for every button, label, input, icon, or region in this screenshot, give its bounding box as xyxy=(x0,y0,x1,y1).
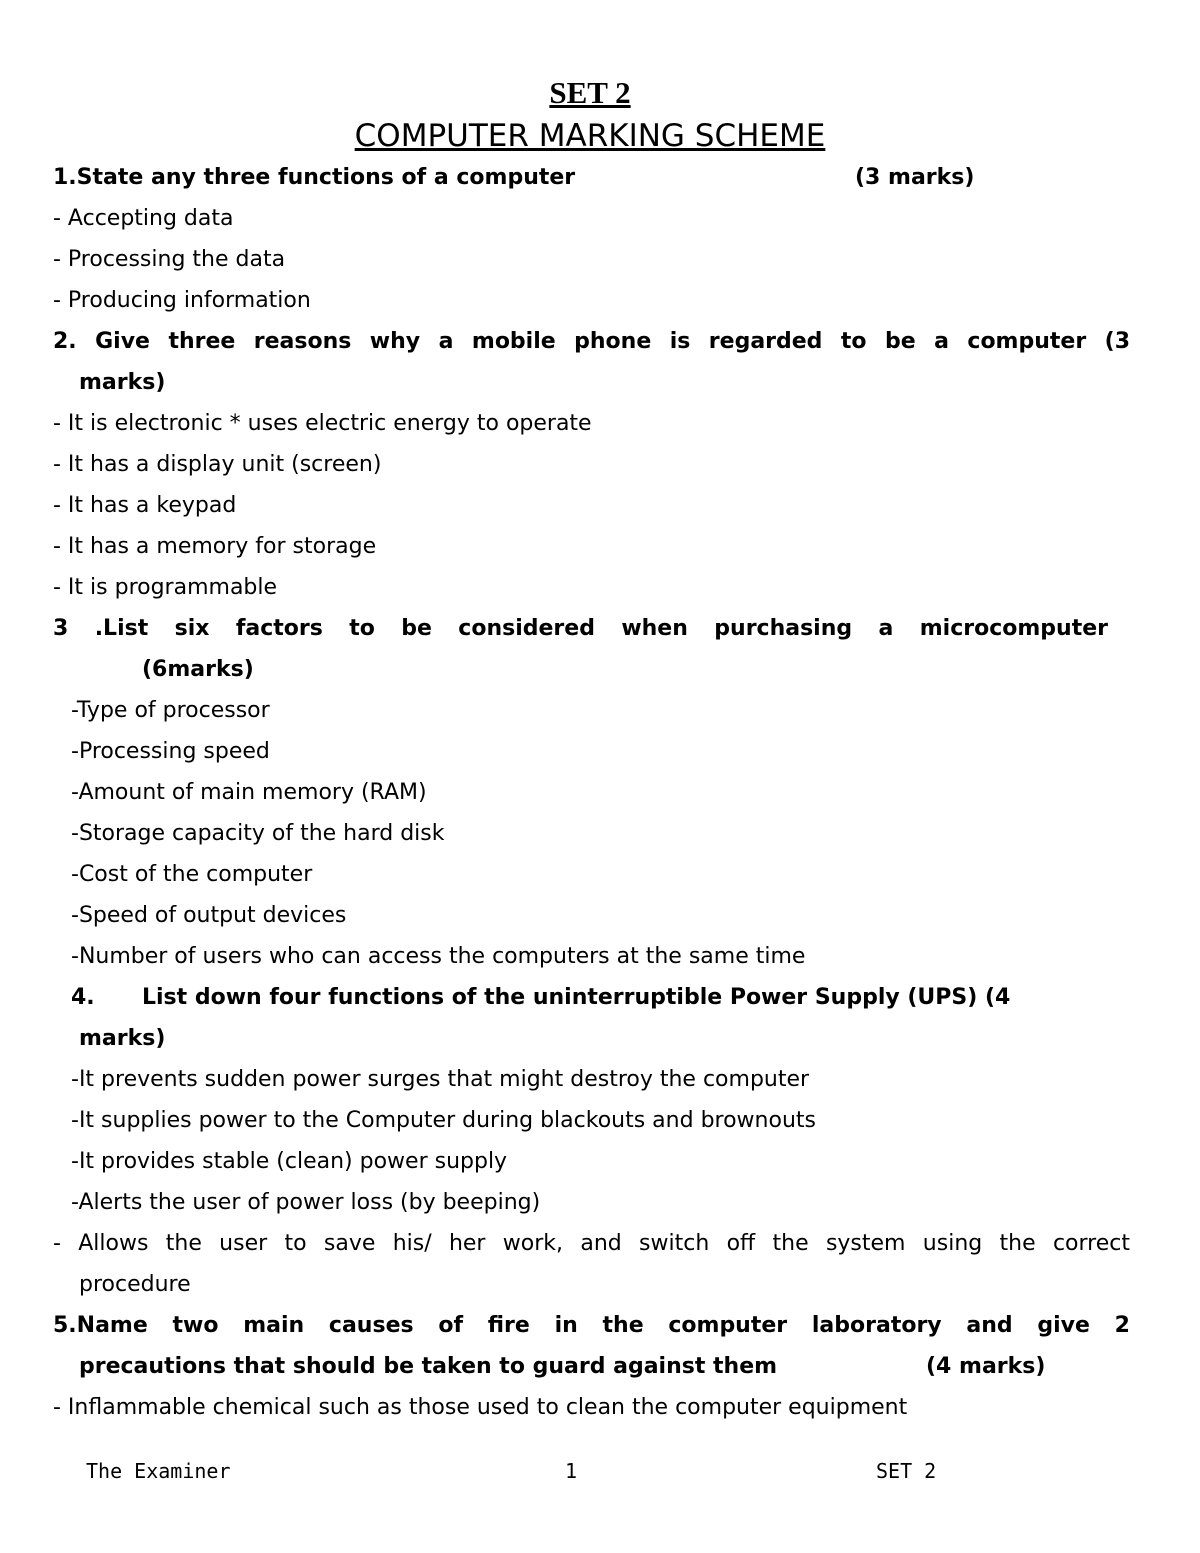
answer-item: - It has a memory for storage xyxy=(53,534,377,559)
answer-item: - It has a display unit (screen) xyxy=(53,452,382,477)
document-title: COMPUTER MARKING SCHEME xyxy=(354,118,826,154)
answer-item: -Number of users who can access the computers at the same time xyxy=(71,944,806,969)
answer-item: -Storage capacity of the hard disk xyxy=(71,821,445,846)
question-4-line-1 xyxy=(53,977,1130,1018)
answer-item: -Alerts the user of power loss (by beeping) xyxy=(71,1190,541,1215)
footer-left: The Examiner xyxy=(86,1459,231,1483)
answer-item: - Producing information xyxy=(53,288,311,313)
question-2-line-2: marks) xyxy=(79,370,166,395)
question-1-text: 1.State any three functions of a computer xyxy=(53,165,576,190)
question-1-marks: (3 marks) xyxy=(855,165,975,190)
question-5-line-1: 5.Name two main causes of fire in the computer laboratory and give 2 xyxy=(53,1313,1130,1338)
question-4-line-2: marks) xyxy=(79,1026,166,1051)
answer-item: - Accepting data xyxy=(53,206,234,231)
answer-item: -It prevents sudden power surges that might destroy the computer xyxy=(71,1067,810,1092)
question-5-line-2 xyxy=(53,1346,1130,1387)
footer-right: SET 2 xyxy=(876,1459,937,1483)
answer-item: - It is electronic * uses electric energy to operate xyxy=(53,411,592,436)
footer-page-number: 1 xyxy=(565,1459,578,1483)
answer-item: -Processing speed xyxy=(71,739,270,764)
question-4-text: List down four functions of the uninterruptible Power Supply (UPS) (4 xyxy=(142,985,1011,1010)
set-title: SET 2 xyxy=(549,75,631,110)
question-5-marks: (4 marks) xyxy=(926,1354,1046,1379)
answer-item: - Allows the user to save his/ her work, and switch off the system using the correct xyxy=(53,1231,1130,1256)
answer-item: - Processing the data xyxy=(53,247,286,272)
question-3-line-1: 3 .List six factors to be considered when purchasing a microcomputer xyxy=(53,616,1108,641)
page-footer xyxy=(0,1458,1200,1484)
answer-item: - Inflammable chemical such as those used to clean the computer equipment xyxy=(53,1395,908,1420)
question-4-number: 4. xyxy=(71,985,95,1010)
answer-item: - It has a keypad xyxy=(53,493,237,518)
answer-item: -Amount of main memory (RAM) xyxy=(71,780,427,805)
answer-item: -Speed of output devices xyxy=(71,903,347,928)
answer-item: -It supplies power to the Computer during blackouts and brownouts xyxy=(71,1108,816,1133)
question-2-line-1: 2. Give three reasons why a mobile phone is regarded to be a computer (3 xyxy=(53,329,1130,354)
question-3-line-2: (6marks) xyxy=(142,657,254,682)
document-body xyxy=(53,157,1130,1428)
answer-item: - It is programmable xyxy=(53,575,278,600)
question-1 xyxy=(53,157,1130,198)
question-5-text: precautions that should be taken to guard against them xyxy=(79,1354,778,1379)
answer-item: -Type of processor xyxy=(71,698,270,723)
answer-item: -It provides stable (clean) power supply xyxy=(71,1149,508,1174)
answer-item: -Cost of the computer xyxy=(71,862,313,887)
answer-item-continuation: procedure xyxy=(79,1272,191,1297)
